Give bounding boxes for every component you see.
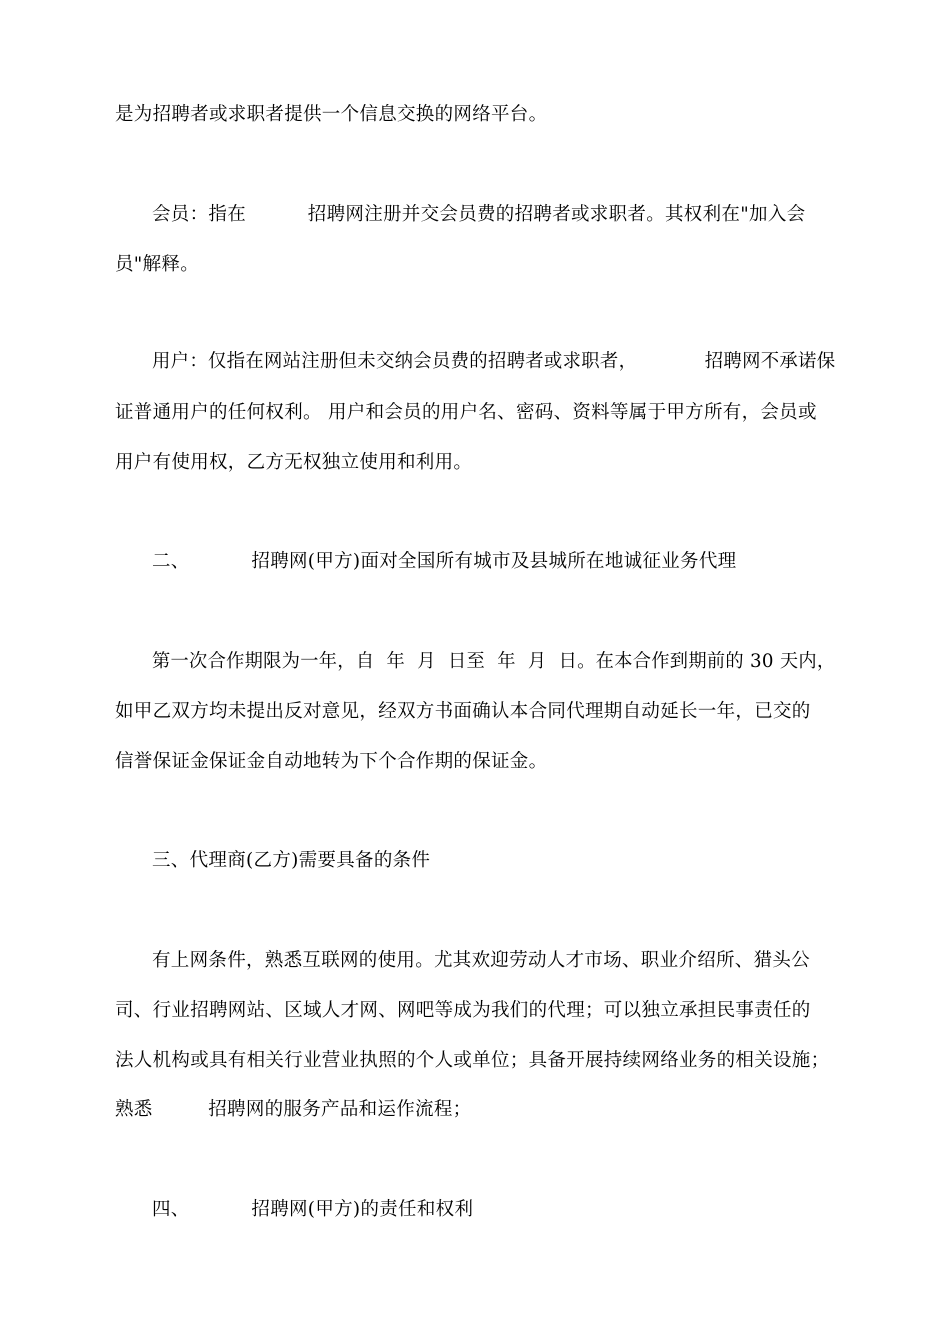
paragraph-line: 是为招聘者或求职者提供一个信息交换的网络平台。 <box>115 104 548 125</box>
section-heading: 二、 招聘网(甲方)面对全国所有城市及县城所在地诚征业务代理 <box>152 551 737 572</box>
paragraph-line: 第一次合作期限为一年，自 年 月 日至 年 月 日。在本合作到期前的 30 天内， <box>152 651 836 672</box>
section-heading: 三、代理商(乙方)需要具备的条件 <box>152 850 431 871</box>
paragraph-line: 用户有使用权，乙方无权独立使用和利用。 <box>115 452 473 473</box>
paragraph-line: 熟悉 招聘网的服务产品和运作流程； <box>115 1099 472 1120</box>
paragraph-line: 会员：指在 招聘网注册并交会员费的招聘者或求职者。其权利在"加入会 <box>152 204 806 225</box>
paragraph-line: 法人机构或具有相关行业营业执照的个人或单位；具备开展持续网络业务的相关设施； <box>115 1050 830 1071</box>
paragraph-line: 司、行业招聘网站、区域人才网、网吧等成为我们的代理；可以独立承担民事责任的 <box>115 1000 811 1021</box>
paragraph-line: 如甲乙双方均未提出反对意见，经双方书面确认本合同代理期自动延长一年，已交的 <box>115 701 811 722</box>
section-heading: 四、 招聘网(甲方)的责任和权利 <box>152 1199 474 1220</box>
paragraph-line: 员"解释。 <box>115 254 200 275</box>
paragraph-line: 证普通用户的任何权利。 用户和会员的用户名、密码、资料等属于甲方所有，会员或 <box>115 402 817 423</box>
paragraph-line: 信誉保证金保证金自动地转为下个合作期的保证金。 <box>115 751 548 772</box>
paragraph-line: 用户：仅指在网站注册但未交纳会员费的招聘者或求职者， 招聘网不承诺保 <box>152 351 836 372</box>
paragraph-line: 有上网条件，熟悉互联网的使用。尤其欢迎劳动人才市场、职业介绍所、猎头公 <box>152 950 811 971</box>
